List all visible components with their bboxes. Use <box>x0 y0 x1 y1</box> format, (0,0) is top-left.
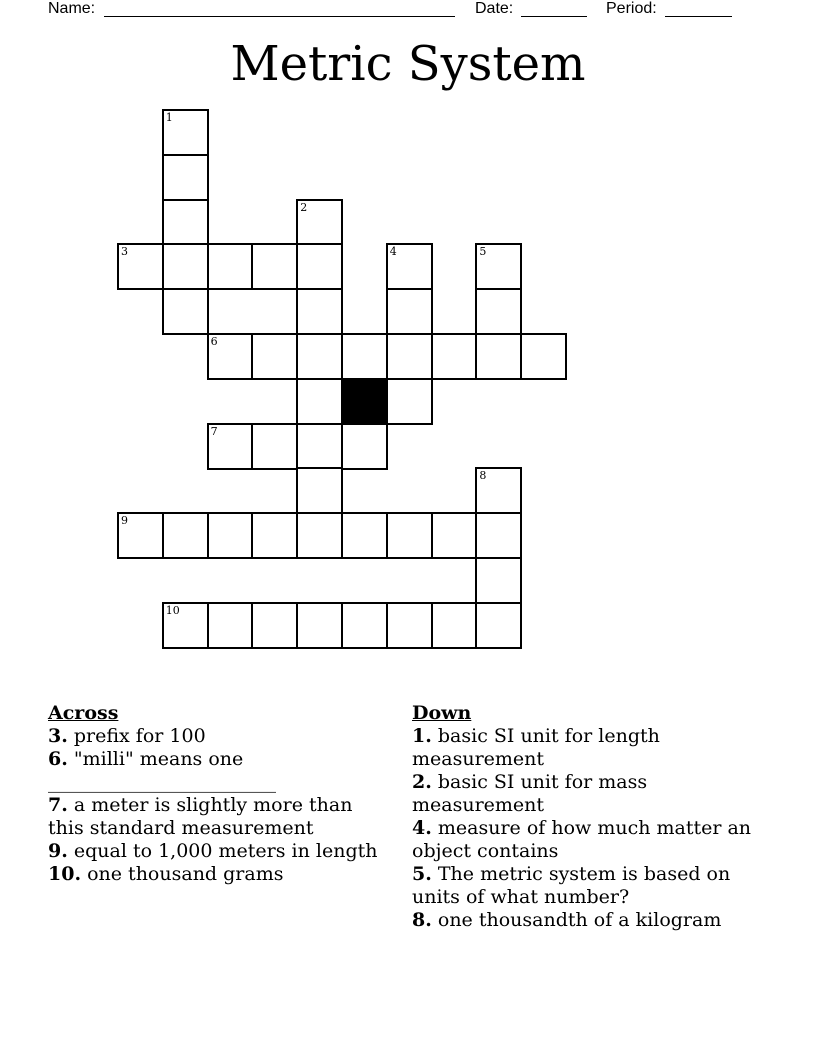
across-clue-list <box>48 725 388 886</box>
crossword-cell[interactable] <box>296 378 343 425</box>
clue-text: a meter is slightly more than this standard measurement <box>48 794 353 839</box>
clue-text: one thousand grams <box>81 863 284 885</box>
crossword-cell[interactable] <box>251 602 298 649</box>
clue-number: 9 <box>121 514 128 528</box>
crossword-cell[interactable] <box>341 512 388 559</box>
clue-item <box>412 863 752 909</box>
date-label: Date: <box>475 0 514 17</box>
crossword-cell[interactable] <box>296 243 343 290</box>
clue-item <box>412 817 752 863</box>
crossword-cell[interactable] <box>431 602 478 649</box>
clue-number: 7. <box>48 794 68 816</box>
crossword-cell[interactable] <box>386 378 433 425</box>
crossword-cell[interactable] <box>251 333 298 380</box>
clue-number: 7 <box>210 424 218 438</box>
crossword-cell[interactable] <box>431 333 478 380</box>
crossword-cell[interactable] <box>475 243 522 290</box>
clue-number: 3 <box>121 245 128 259</box>
down-clue-list <box>412 725 752 932</box>
crossword-cell[interactable] <box>296 288 343 335</box>
clue-number: 4 <box>389 245 397 259</box>
clue-number: 1 <box>165 111 173 124</box>
crossword-cell[interactable] <box>475 602 522 649</box>
crossword-cell[interactable] <box>296 199 343 246</box>
clue-item <box>412 771 752 817</box>
clue-number: 6 <box>210 335 218 348</box>
crossword-cell[interactable] <box>162 154 209 201</box>
across-clues <box>48 702 388 886</box>
clue-item <box>412 909 752 932</box>
clue-number: 8. <box>412 909 432 931</box>
crossword-cell[interactable] <box>207 333 254 380</box>
clue-text: "milli" means one ________________________ <box>48 748 276 793</box>
crossword-cell[interactable] <box>341 423 388 470</box>
period-label: Period: <box>606 0 657 17</box>
crossword-cell[interactable] <box>162 288 209 335</box>
crossword-cell[interactable] <box>386 333 433 380</box>
crossword-cell[interactable] <box>386 512 433 559</box>
crossword-cell[interactable] <box>162 602 209 649</box>
crossword-cell[interactable] <box>162 109 209 156</box>
crossword-cell[interactable] <box>296 512 343 559</box>
clue-text: prefix for 100 <box>67 725 206 747</box>
page-title: Metric System <box>230 36 586 92</box>
clue-number: 10 <box>165 603 180 617</box>
clue-item <box>48 794 388 840</box>
down-clues <box>412 702 752 932</box>
clue-item <box>48 863 388 886</box>
clue-text: equal to 1,000 meters in length <box>67 840 378 862</box>
clue-text: measure of how much matter an object contains <box>412 817 752 862</box>
crossword-cell[interactable] <box>386 243 433 290</box>
crossword-cell[interactable] <box>341 333 388 380</box>
crossword-cell[interactable] <box>117 243 164 290</box>
crossword-cell[interactable] <box>520 333 567 380</box>
clue-number: 5 <box>479 245 487 259</box>
crossword-cell[interactable] <box>117 512 164 559</box>
crossword-cell[interactable] <box>386 602 433 649</box>
crossword-cell[interactable] <box>251 243 298 290</box>
crossword-cell[interactable] <box>207 602 254 649</box>
crossword-cell[interactable] <box>162 199 209 246</box>
crossword-cell[interactable] <box>162 243 209 290</box>
clue-item <box>48 840 388 863</box>
crossword-cell[interactable] <box>386 288 433 335</box>
down-heading: Down <box>412 702 472 724</box>
clue-number: 9. <box>48 840 68 862</box>
blocked-cell <box>341 378 388 425</box>
clue-item <box>48 725 388 748</box>
clue-text: The metric system is based on units of what number? <box>412 863 731 908</box>
crossword-cell[interactable] <box>162 512 209 559</box>
clue-number: 8 <box>479 469 487 483</box>
clue-number: 2. <box>412 771 432 793</box>
crossword-cell[interactable] <box>296 423 343 470</box>
crossword-cell[interactable] <box>475 467 522 514</box>
crossword-cell[interactable] <box>251 423 298 470</box>
crossword-cell[interactable] <box>475 333 522 380</box>
clue-number: 6. <box>48 748 68 770</box>
crossword-cell[interactable] <box>251 512 298 559</box>
across-heading: Across <box>48 702 119 724</box>
crossword-cell[interactable] <box>431 512 478 559</box>
crossword-cell[interactable] <box>296 467 343 514</box>
clue-text: basic SI unit for length measurement <box>412 725 660 770</box>
crossword-cell[interactable] <box>207 512 254 559</box>
clue-item <box>412 725 752 771</box>
name-label: Name: <box>48 0 96 17</box>
crossword-cell[interactable] <box>475 512 522 559</box>
clue-number: 4. <box>412 817 432 839</box>
clue-number: 10. <box>48 863 82 885</box>
clue-number: 5. <box>412 863 432 885</box>
clue-number: 1. <box>412 725 432 747</box>
clue-text: one thousandth of a kilogram <box>431 909 722 931</box>
clue-item <box>48 748 388 794</box>
clue-text: basic SI unit for mass measurement <box>412 771 648 816</box>
crossword-cell[interactable] <box>296 333 343 380</box>
crossword-cell[interactable] <box>475 288 522 335</box>
clue-number: 3. <box>48 725 68 747</box>
crossword-cell[interactable] <box>296 602 343 649</box>
crossword-cell[interactable] <box>341 602 388 649</box>
clue-number: 2 <box>300 200 308 214</box>
crossword-cell[interactable] <box>475 557 522 604</box>
crossword-cell[interactable] <box>207 423 254 470</box>
crossword-cell[interactable] <box>207 243 254 290</box>
